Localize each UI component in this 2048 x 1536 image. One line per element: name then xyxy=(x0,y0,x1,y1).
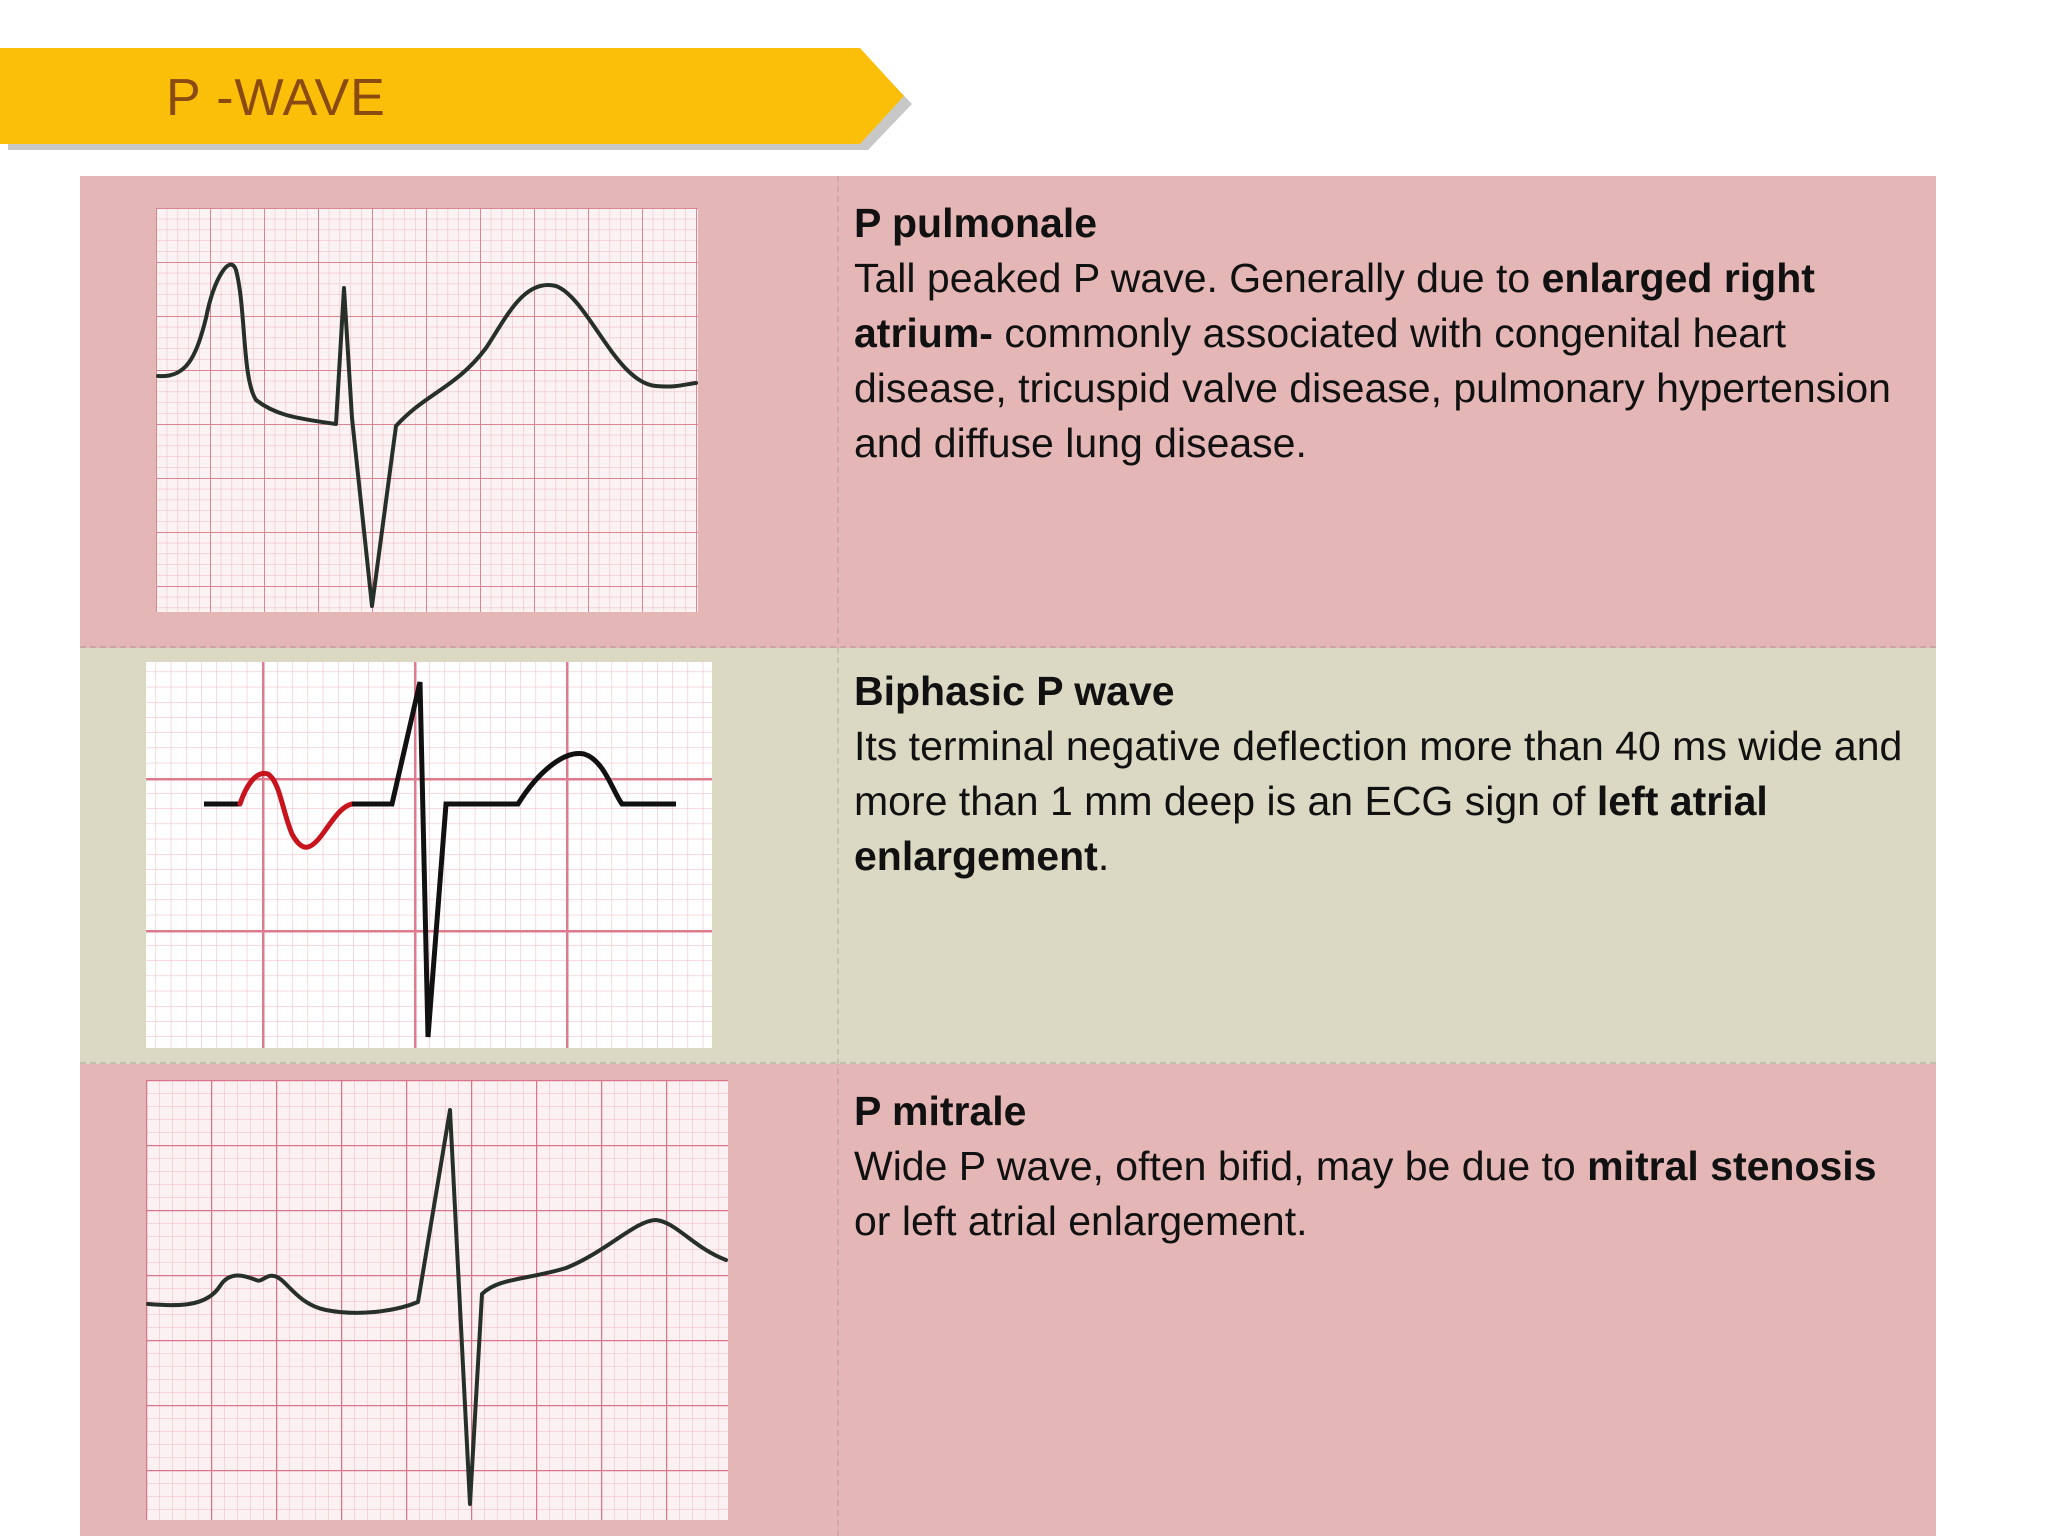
desc-text: Tall peaked P wave. Generally due to xyxy=(854,255,1542,301)
desc-text: commonly associated with congenital heart disease, tricuspid valve disease, pulmonary hypertension and diffuse lung disease. xyxy=(854,310,1891,466)
desc-emphasis: left atrial enlargement xyxy=(854,778,1768,879)
ecg-biphasic-p-wave-image xyxy=(146,662,712,1048)
desc-text: Its terminal negative deflection more than 40 ms wide and more than 1 mm deep is an ECG sign of xyxy=(854,723,1903,824)
desc-text: or left atrial enlargement. xyxy=(854,1198,1308,1244)
desc-emphasis: enlarged right atrium- xyxy=(854,255,1815,356)
ecg-p-pulmonale-image xyxy=(156,208,698,612)
text-p-mitrale xyxy=(854,1084,1906,1249)
desc-text: . xyxy=(1097,833,1110,879)
desc-p-mitrale xyxy=(854,1139,1906,1249)
row-p-pulmonale xyxy=(80,176,1936,648)
text-biphasic-p-wave xyxy=(854,664,1906,884)
title-banner xyxy=(0,48,904,146)
desc-p-pulmonale xyxy=(854,251,1906,471)
desc-emphasis: mitral stenosis xyxy=(1587,1143,1877,1189)
row-biphasic-p-wave xyxy=(80,648,1936,1064)
ecg-p-mitrale-image xyxy=(146,1080,728,1520)
desc-biphasic-p-wave xyxy=(854,719,1906,884)
row-p-mitrale xyxy=(80,1064,1936,1536)
p-wave-table xyxy=(80,176,1936,1536)
column-divider xyxy=(837,176,839,1536)
banner-arrow-shape xyxy=(0,48,912,152)
heading-p-pulmonale: P pulmonale xyxy=(854,200,1098,246)
page-title: P -WAVE xyxy=(166,69,386,127)
heading-p-mitrale: P mitrale xyxy=(854,1088,1027,1134)
text-p-pulmonale xyxy=(854,196,1906,471)
heading-biphasic-p-wave: Biphasic P wave xyxy=(854,668,1175,714)
desc-text: Wide P wave, often bifid, may be due to xyxy=(854,1143,1588,1189)
